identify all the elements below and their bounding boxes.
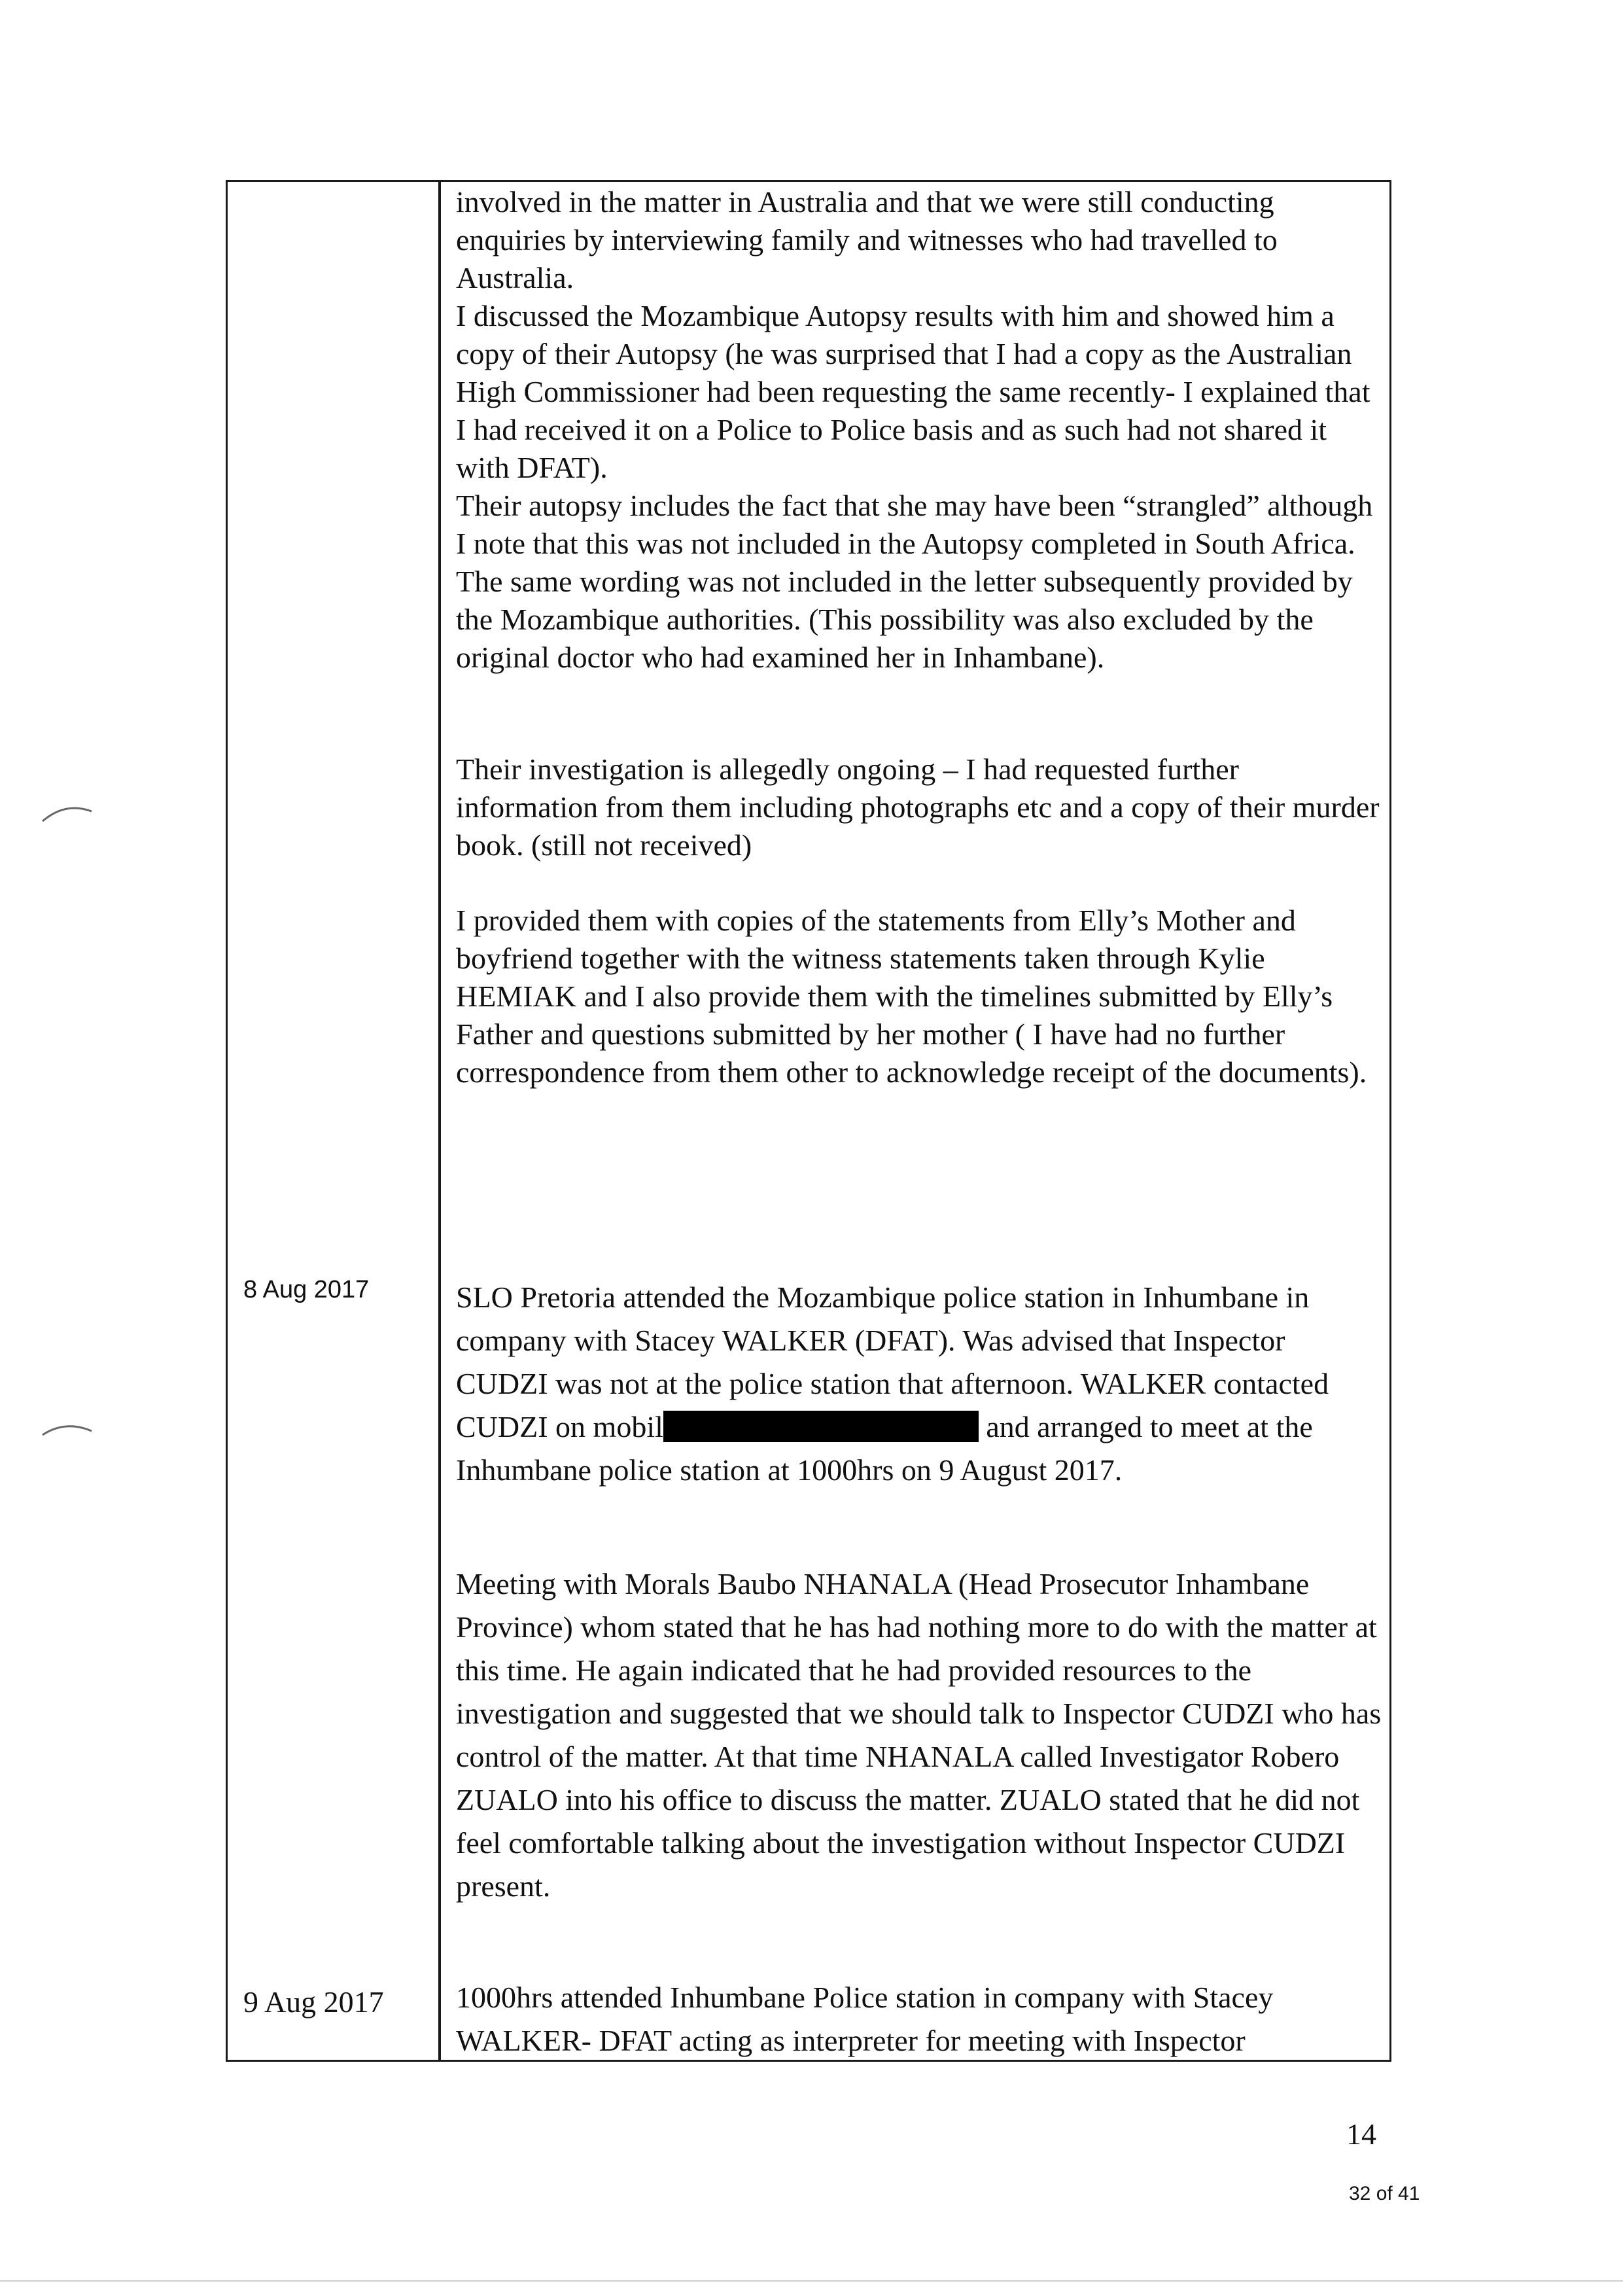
entry-paragraph xyxy=(456,1276,1384,1492)
page-count: 32 of 41 xyxy=(1349,2183,1420,2204)
entry-date: 9 Aug 2017 xyxy=(243,1985,384,2019)
scan-mark xyxy=(39,802,98,828)
page-number: 14 xyxy=(1346,2117,1376,2151)
scan-mark xyxy=(39,1417,98,1443)
redaction-block xyxy=(663,1411,979,1442)
entry-paragraph: I provided them with copies of the statements from Elly’s Mother and boyfriend together with the witness statements taken through Kylie HEMIAK and I also provide them with the timelines submitted by Elly’s Father and questions submitted by her mother ( I have had no further correspondence from them other to acknowledge receipt of the documents). xyxy=(456,904,1367,1089)
entry-paragraph: Meeting with Morals Baubo NHANALA (Head Prosecutor Inhambane Province) whom stated that he has had nothing more to do with the matter at this time. He again indicated that he had provided resources to the investigation and suggested that we should talk to Inspector CUDZI who has control of the matter. At that time NHANALA called Investigator Robero ZUALO into his office to discuss the matter. ZUALO stated that he did not feel comfortable talking about the investigation without Inspector CUDZI present. xyxy=(456,1567,1382,1903)
entry-paragraph: I discussed the Mozambique Autopsy results with him and showed him a copy of their Autopsy (he was surprised that I had a copy as the Australian High Commissioner had been requesting the same recently- I explained that I had received it on a Police to Police basis and as such had not shared it with DFAT). xyxy=(456,299,1370,484)
column-divider xyxy=(438,180,441,2062)
entry-date: 8 Aug 2017 xyxy=(243,1276,370,1303)
entry-paragraph: Their autopsy includes the fact that she may have been “strangled” although I note that this was not included in the Autopsy completed in South Africa. The same wording was not included in the letter subsequently provided by the Mozambique authorities. (This possibility was also excluded by the original doctor who had examined her in Inhambane). xyxy=(456,489,1373,674)
entry-paragraph: Their investigation is allegedly ongoing – I had requested further information from them including photographs etc and a copy of their murder book. (still not received) xyxy=(456,752,1380,862)
entry-paragraph: involved in the matter in Australia and that we were still conducting enquiries by interviewing family and witnesses who had travelled to Australia. xyxy=(456,185,1278,294)
entry-paragraph: 1000hrs attended Inhumbane Police station in company with Stacey WALKER- DFAT acting as interpreter for meeting with Inspector xyxy=(456,1981,1274,2057)
entry-text: SLO Pretoria attended the Mozambique police station in Inhumbane in company with Stacey WALKER (DFAT). Was advised that Inspector CUDZI was not at the police station that afternoon. WALKER contacted CUDZI on mobil xyxy=(456,1280,1329,1443)
entry-text: and arranged to meet at the Inhumbane police station at 1000hrs on 9 August 2017. xyxy=(456,1410,1313,1487)
scan-edge-line xyxy=(0,2280,1623,2282)
